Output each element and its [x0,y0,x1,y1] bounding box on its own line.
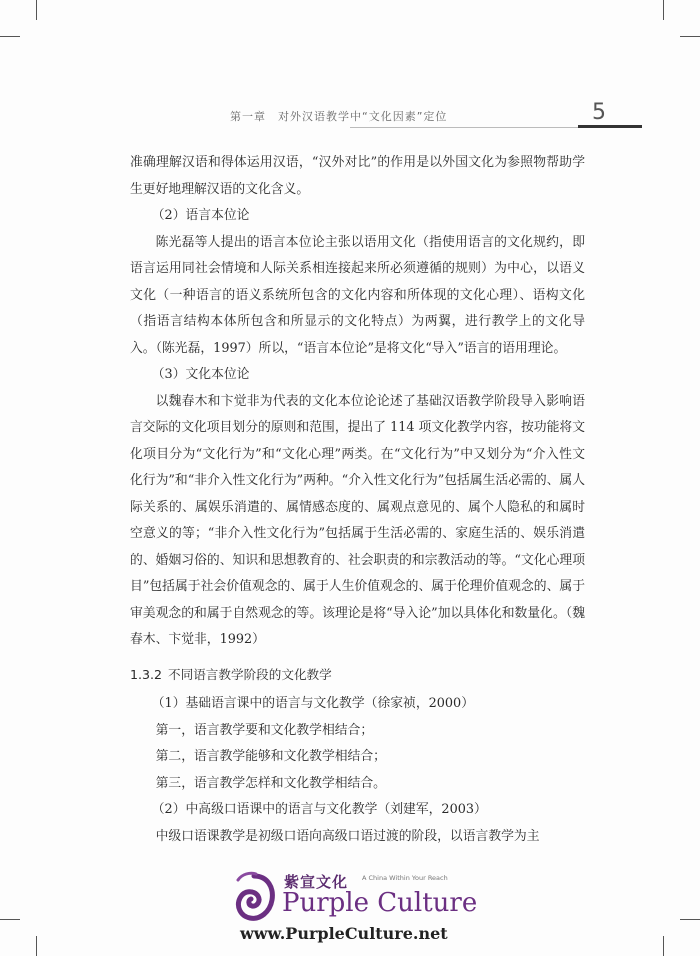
brand-name-chinese: 紫宣文化 [284,873,349,891]
crop-mark [663,936,664,956]
brand-url: www.PurpleCulture.net [240,924,448,943]
brand-tagline: A China Within Your Reach [362,874,448,882]
section-number: 1.3.2 [130,666,163,682]
running-header: 第一章 对外汉语教学中“文化因素”定位 [230,110,448,123]
paragraph-intro: 准确理解汉语和得体运用汉语，“汉外对比”的作用是以外国文化为参照物帮助学生更好地理解汉语的文化含义。 [130,155,585,197]
list-item: 第三，语言教学怎样和文化教学相结合。 [155,775,386,791]
paragraph-oral-course: 中级口语课教学是初级口语向高级口语过渡的阶段，以语言教学为主 [155,828,540,844]
header-rule-thick [578,125,642,128]
subheading-culture-standard: （3）文化本位论 [151,367,250,382]
body-text [130,150,585,850]
section-heading [130,662,585,689]
crop-mark [663,0,664,20]
crop-mark [680,919,700,920]
purple-culture-logo-icon [230,870,278,926]
section-title: 不同语言教学阶段的文化教学 [168,666,332,682]
crop-mark [36,0,37,20]
list-item: 第一，语言教学要和文化教学相结合； [155,722,374,738]
purple-culture-watermark [230,868,478,948]
crop-mark [0,919,20,920]
paragraph-language-standard: 陈光磊等人提出的语言本位论主张以语用文化（指使用语言的文化规约，即语言运用同社会情境和人际关系相连接起来所必须遵循的规则）为中心，以语义文化（一种语言的语义系统所包含的文化内容和所体现的文化心理）、语构文化（指语言结构本体所包含和所显示的文化特点）为两翼，进行教学上的文化导入。（陈光磊，1997）所以，“语言本位论”是将文化“导入”语言的语用理论。 [130,234,585,356]
subheading-oral-course: （2）中高级口语课中的语言与文化教学（刘建军，2003） [151,802,487,817]
crop-mark [680,36,700,37]
list-item: 第二，语言教学能够和文化教学相结合； [155,749,386,764]
paragraph-culture-standard: 以魏春木和卞觉非为代表的文化本位论论述了基础汉语教学阶段导入影响语言交际的文化项目划分的原则和范围，提出了 114 项文化教学内容，按功能将文化项目分为“文化行为”和“文化心理”两类。在“文化行为”中又划分为“介入性文化行为”和“非介入性文化行为”两种。“介入性文化行为”包括属生活必需的、属人际关系的、属娱乐消遣的、属情感态度的、属观点意见的、属个人隐私的和属时空意义的等；“非介入性文化行为”包括属于生活必需的、家庭生活的、娱乐消遣的、婚姻习俗的、知识和思想教育的、社会职责的和宗教活动的等。“文化心理项目”包括属于社会价值观念的、属于人生价值观念的、属于伦理价值观念的、属于审美观念的和属于自然观念的等。该理论是将“导入论”加以具体化和数量化。（魏春木、卞觉非，1992） [130,393,586,647]
header-rule-thin [350,127,578,128]
crop-mark [36,936,37,956]
page-number: 5 [592,100,606,125]
crop-mark [0,36,20,37]
brand-name-english: Purple Culture [282,888,478,918]
subheading-language-standard: （2）语言本位论 [151,208,250,223]
subheading-basic-course: （1）基础语言课中的语言与文化教学（徐家祯，2000） [151,696,474,711]
